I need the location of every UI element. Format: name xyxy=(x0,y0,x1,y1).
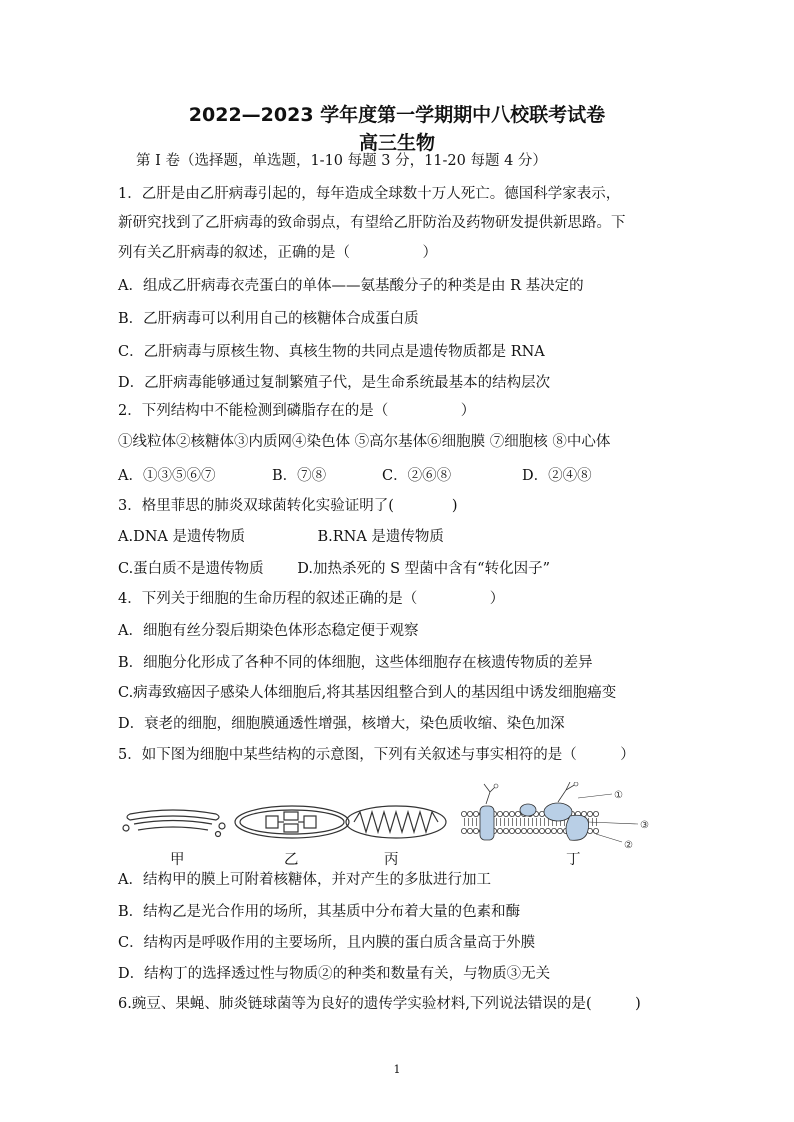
question-2-items: ①线粒体②核糖体③内质网④染色体 ⑤高尔基体⑥细胞膜 ⑦细胞核 ⑧中心体 xyxy=(118,434,611,450)
question-1-stem: 1．乙肝是由乙肝病毒引起的，每年造成全球数十万人死亡。德国科学家表示， xyxy=(118,186,621,202)
page-number: 1 xyxy=(393,1063,401,1076)
figure-label-jia: 甲 xyxy=(170,852,185,868)
golgi-apparatus-diagram xyxy=(123,810,225,837)
question-1-option-b: B．乙肝病毒可以利用自己的核糖体合成蛋白质 xyxy=(118,311,419,327)
figure-label-bing: 丙 xyxy=(384,852,399,868)
question-1-option-c: C．乙肝病毒与原核生物、真核生物的共同点是遗传物质都是 RNA xyxy=(118,344,545,360)
question-2-option-d: D．②④⑧ xyxy=(522,468,592,484)
question-1-option-d: D．乙肝病毒能够通过复制繁殖子代，是生命系统最基本的结构层次 xyxy=(118,375,551,391)
question-4-option-c: C.病毒致癌因子感染人体细胞后,将其基因组整合到人的基因组中诱发细胞癌变 xyxy=(118,685,617,701)
membrane-mark-3: ③ xyxy=(640,820,649,831)
question-3-stem: 3．格里菲思的肺炎双球菌转化实验证明了( ) xyxy=(118,498,458,514)
membrane-mark-2: ② xyxy=(624,840,633,851)
question-4-option-d: D．衰老的细胞，细胞膜通透性增强，核增大，染色质收缩、染色加深 xyxy=(118,716,565,732)
question-2-stem: 2．下列结构中不能检测到磷脂存在的是（ ） xyxy=(118,403,476,419)
question-3-options-cd: C.蛋白质不是遗传物质 D.加热杀死的 S 型菌中含有“转化因子” xyxy=(118,561,550,577)
chloroplast-diagram xyxy=(235,806,349,838)
question-3-options-ab: A.DNA 是遗传物质 B.RNA 是遗传物质 xyxy=(118,529,444,545)
question-4-stem: 4．下列关于细胞的生命历程的叙述正确的是（ ） xyxy=(118,591,505,607)
figure-label-ding: 丁 xyxy=(566,852,581,868)
membrane-mark-1: ① xyxy=(614,790,623,801)
question-1-stem: 新研究找到了乙肝病毒的致命弱点，有望给乙肝防治及药物研发提供新思路。下 xyxy=(118,215,626,231)
question-2-option-c: C．②⑥⑧ xyxy=(382,468,452,484)
question-5-option-a: A．结构甲的膜上可附着核糖体，并对产生的多肽进行加工 xyxy=(118,872,491,888)
figure-label-yi: 乙 xyxy=(284,852,299,868)
exam-title: 2022—2023 学年度第一学期期中八校联考试卷 xyxy=(188,104,606,126)
exam-subtitle: 高三生物 xyxy=(358,132,435,154)
question-5-stem: 5．如下图为细胞中某些结构的示意图，下列有关叙述与事实相符的是（ ） xyxy=(118,747,635,763)
question-2-option-a: A．①③⑤⑥⑦ xyxy=(118,468,216,484)
section-heading: 第 I 卷（选择题，单选题，1-10 每题 3 分，11-20 每题 4 分） xyxy=(136,153,547,169)
question-1-stem: 列有关乙肝病毒的叙述，正确的是（ ） xyxy=(118,245,437,261)
question-5-option-d: D．结构丁的选择透过性与物质②的种类和数量有关，与物质③无关 xyxy=(118,966,551,982)
question-1-option-a: A．组成乙肝病毒衣壳蛋白的单体——氨基酸分子的种类是由 R 基决定的 xyxy=(118,278,584,294)
cell-membrane-diagram xyxy=(461,782,649,851)
question-5-option-b: B．结构乙是光合作用的场所，其基质中分布着大量的色素和酶 xyxy=(118,904,521,920)
question-4-option-a: A．细胞有丝分裂后期染色体形态稳定便于观察 xyxy=(118,623,419,639)
question-2-option-b: B．⑦⑧ xyxy=(272,468,327,484)
question-2-options xyxy=(118,464,678,484)
question-6-stem: 6.豌豆、果蝇、肺炎链球菌等为良好的遗传学实验材料,下列说法错误的是( ) xyxy=(118,996,641,1012)
mitochondrion-diagram xyxy=(346,806,446,838)
question-5-option-c: C．结构丙是呼吸作用的主要场所，且内膜的蛋白质含量高于外膜 xyxy=(118,935,536,951)
question-4-option-b: B．细胞分化形成了各种不同的体细胞，这些体细胞存在核遗传物质的差异 xyxy=(118,655,593,671)
